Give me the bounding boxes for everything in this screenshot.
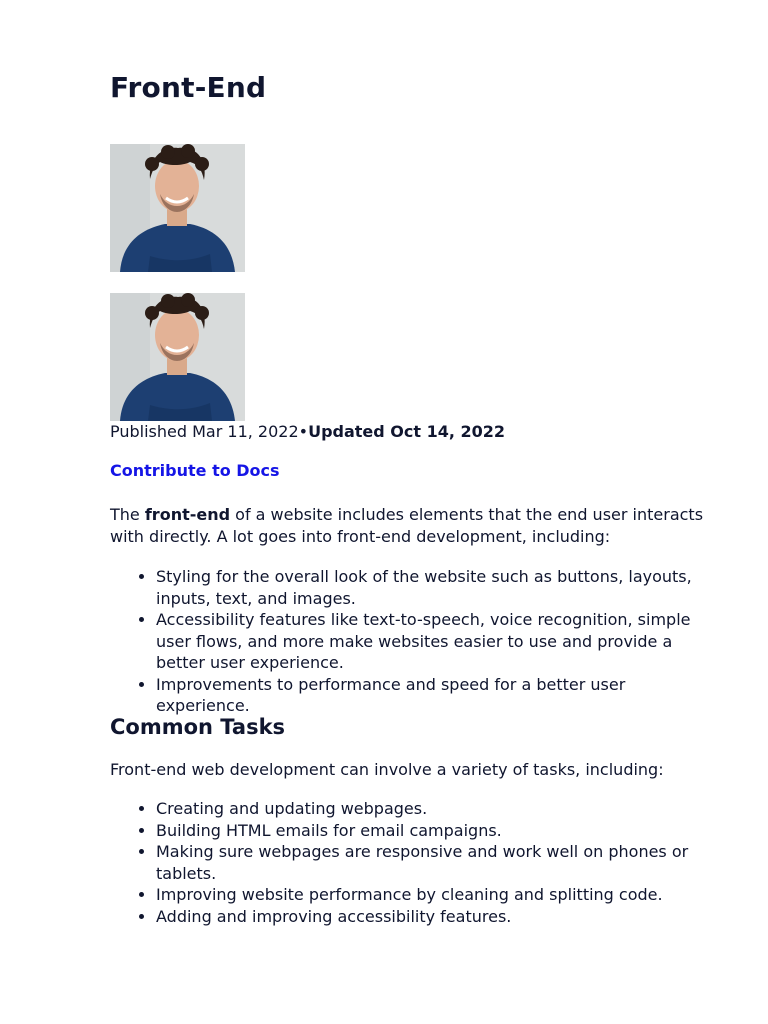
published-date: Published Mar 11, 2022 <box>110 422 299 441</box>
contribute-to-docs-link[interactable]: Contribute to Docs <box>110 461 280 480</box>
page-title: Front-End <box>110 71 267 104</box>
list-item: • Improvements to performance and speed for a better user experience. <box>156 674 714 717</box>
common-tasks-list <box>110 798 714 927</box>
date-separator: • <box>298 422 309 441</box>
intro-text-end: of a website includes elements that the end user interacts with directly. A lot goes into front-end development, including: <box>110 505 704 546</box>
list-item: • Creating and updating webpages. <box>156 798 714 820</box>
tasks-intro-paragraph: Front-end web development can involve a variety of tasks, including: <box>110 760 664 779</box>
list-item: • Building HTML emails for email campaigns. <box>156 820 714 842</box>
list-item: • Accessibility features like text-to-speech, voice recognition, simple user flows, and more make websites easier to use and provide a better user experience. <box>156 609 714 674</box>
section-heading-common-tasks: Common Tasks <box>110 715 286 739</box>
author-avatar-photo <box>110 293 245 421</box>
author-avatar-photo <box>110 144 245 272</box>
intro-paragraph <box>110 504 714 547</box>
author-avatar[interactable] <box>110 293 245 421</box>
list-item: • Styling for the overall look of the website such as buttons, layouts, inputs, text, and images. <box>156 566 714 609</box>
updated-date: Updated Oct 14, 2022 <box>308 422 506 441</box>
front-end-elements-list <box>110 566 714 717</box>
list-item: • Improving website performance by cleaning and splitting code. <box>156 884 714 906</box>
list-item: • Adding and improving accessibility features. <box>156 906 714 928</box>
author-avatar[interactable] <box>110 144 245 272</box>
list-item: • Making sure webpages are responsive and work well on phones or tablets. <box>156 841 714 884</box>
intro-bold-term: front-end <box>144 505 231 524</box>
publish-info <box>110 421 505 443</box>
intro-text-start: The <box>110 505 145 524</box>
